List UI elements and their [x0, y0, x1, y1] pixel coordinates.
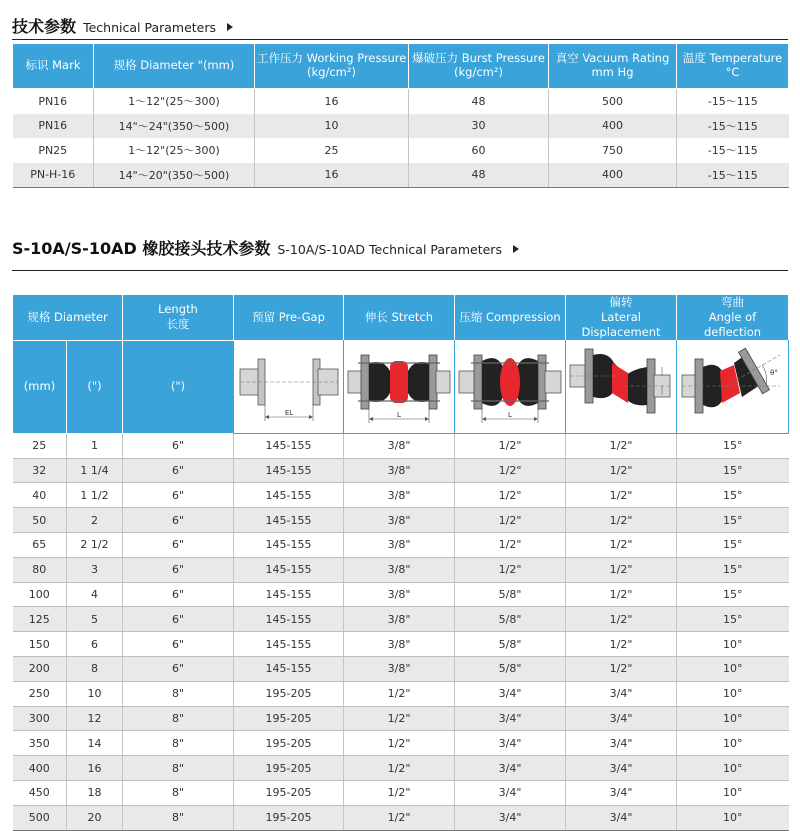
table-cell: 8"	[123, 756, 234, 781]
table-cell: 3/4"	[455, 780, 566, 805]
table-cell: 5/8"	[455, 656, 566, 681]
table-cell: 6"	[123, 458, 234, 483]
lateral-label-en: Lateral Displacement	[581, 309, 661, 339]
diameter-mm-header-line1: 规格 Diameter "(mm)	[113, 58, 235, 73]
table-cell: 6"	[123, 557, 234, 582]
compression-header: 压缩 Compression	[455, 295, 566, 341]
table-cell: 300	[13, 706, 67, 731]
table-cell: 48	[409, 89, 549, 114]
technical-parameters-table	[12, 43, 789, 188]
table-row	[13, 433, 789, 458]
vacuum-rating-header-line1: 真空 Vacuum Rating	[555, 51, 670, 66]
table-cell: 145-155	[234, 483, 344, 508]
table-cell: 3/4"	[455, 756, 566, 781]
table-cell: 1/2"	[566, 483, 677, 508]
table-cell: 1	[67, 433, 123, 458]
table-cell: 10°	[677, 681, 789, 706]
lateral-label-zh: 偏转	[609, 295, 633, 309]
table-cell: 1/2"	[344, 780, 455, 805]
table-cell: 1～12"(25～300)	[94, 138, 255, 163]
table-cell: -15～115	[707, 95, 758, 109]
table-cell: 1 1/4	[67, 458, 123, 483]
table-cell: 16	[255, 89, 409, 114]
table-cell: 6"	[123, 632, 234, 657]
table-cell: 10°	[677, 656, 789, 681]
lateral-header	[566, 295, 677, 341]
table-cell: 100	[13, 582, 67, 607]
table-cell: 6"	[123, 508, 234, 533]
table-cell: 3/4"	[455, 731, 566, 756]
unit-mm: (mm)	[13, 340, 67, 433]
table-cell: 14"～24"(350～500)	[94, 114, 255, 139]
table-cell: 5/8"	[455, 632, 566, 657]
table-cell: 5	[67, 607, 123, 632]
section1-title	[12, 14, 233, 37]
l-label-compression: L	[508, 410, 512, 419]
l-label-stretch: L	[397, 410, 401, 419]
table-cell: 8"	[123, 681, 234, 706]
table-cell: 4	[67, 582, 123, 607]
working-pressure-header	[255, 44, 409, 89]
table-cell: 10°	[677, 706, 789, 731]
table-cell: PN-H-16	[13, 163, 94, 188]
table-cell: 3/8"	[344, 483, 455, 508]
table-row	[13, 706, 789, 731]
table-cell: 195-205	[234, 780, 344, 805]
table-row	[13, 508, 789, 533]
table-cell: 1/2"	[566, 632, 677, 657]
table-cell: 3/4"	[566, 780, 677, 805]
table-cell: 1/2"	[566, 533, 677, 558]
table-row	[13, 607, 789, 632]
table-cell: 15°	[677, 557, 789, 582]
length-label-zh: 长度	[166, 317, 190, 332]
table-cell: 1/2"	[455, 483, 566, 508]
table-cell: 6"	[123, 607, 234, 632]
table-cell: 14"～20"(350～500)	[94, 163, 255, 188]
table-cell: 25	[13, 433, 67, 458]
mark-header	[13, 44, 94, 89]
table-cell: 15°	[677, 582, 789, 607]
pre-gap-header: 预留 Pre-Gap	[234, 295, 344, 341]
table-cell: 1/2"	[344, 756, 455, 781]
table-cell: 2 1/2	[67, 533, 123, 558]
table-cell: 1/2"	[566, 607, 677, 632]
deflection-label-en: Angle of deflection	[703, 309, 762, 339]
table-cell: 6"	[123, 433, 234, 458]
table-row	[13, 731, 789, 756]
table-cell: 1/2"	[566, 458, 677, 483]
burst-pressure-header-line2: (kg/cm²)	[454, 65, 503, 79]
table-row	[13, 582, 789, 607]
table-cell: 10	[255, 114, 409, 139]
table-cell: 1～12"(25～300)	[94, 89, 255, 114]
table-cell: 145-155	[234, 557, 344, 582]
table-cell: 195-205	[234, 805, 344, 830]
table-cell: 1/2"	[455, 458, 566, 483]
table-cell: 150	[13, 632, 67, 657]
table-cell: 15°	[677, 458, 789, 483]
table-cell: 1/2"	[566, 433, 677, 458]
table-cell: 145-155	[234, 582, 344, 607]
table-cell: 6"	[123, 483, 234, 508]
table-cell: 15°	[677, 607, 789, 632]
table-cell: 48	[409, 163, 549, 188]
table-cell: 18	[67, 780, 123, 805]
table-cell: 1/2"	[344, 681, 455, 706]
mark-header-line1: 标识 Mark	[25, 58, 81, 73]
table-cell: 6	[67, 632, 123, 657]
table-cell: 3/8"	[344, 557, 455, 582]
table-cell: 6"	[123, 533, 234, 558]
table-cell: 3/8"	[344, 607, 455, 632]
table-cell: 2	[67, 508, 123, 533]
table-cell: 195-205	[234, 756, 344, 781]
table-cell: 250	[13, 681, 67, 706]
table-cell: 40	[13, 483, 67, 508]
table-cell: 400	[549, 163, 677, 188]
table-row	[13, 458, 789, 483]
working-pressure-header-line2: (kg/cm²)	[307, 65, 356, 79]
table-cell: 125	[13, 607, 67, 632]
table-row	[13, 805, 789, 830]
table-row	[13, 756, 789, 781]
table-row	[13, 681, 789, 706]
table-cell: 32	[13, 458, 67, 483]
angle-label: θ°	[769, 368, 778, 377]
table-cell: 145-155	[234, 508, 344, 533]
pre-gap-diagram	[234, 340, 344, 433]
length-label-en: Length	[158, 302, 198, 317]
table-cell: 3	[67, 557, 123, 582]
table-row	[13, 138, 789, 163]
table-cell: 1/2"	[344, 706, 455, 731]
section2-title-en: S-10A/S-10AD Technical Parameters	[277, 242, 502, 257]
table-cell: 14	[67, 731, 123, 756]
diameter-mm-header	[94, 44, 255, 89]
table-cell: 200	[13, 656, 67, 681]
table-cell: 195-205	[234, 706, 344, 731]
table-cell: 10°	[677, 756, 789, 781]
table-cell: 3/8"	[344, 632, 455, 657]
table-cell: 145-155	[234, 607, 344, 632]
table-cell: 1/2"	[344, 731, 455, 756]
section1-title-en: Technical Parameters	[83, 20, 217, 35]
section2-title-zh: S-10A/S-10AD 橡胶接头技术参数	[12, 239, 271, 258]
table-cell: 145-155	[234, 458, 344, 483]
table-cell: 8"	[123, 780, 234, 805]
table-cell: 1/2"	[455, 433, 566, 458]
temperature-header-line1: 温度 Temperature	[682, 51, 783, 66]
table-cell: 80	[13, 557, 67, 582]
table-cell: 1/2"	[455, 508, 566, 533]
table-cell: 450	[13, 780, 67, 805]
table-cell: 10°	[677, 780, 789, 805]
table-cell: 10°	[677, 731, 789, 756]
table-cell: 500	[13, 805, 67, 830]
section1-title-zh: 技术参数	[12, 17, 77, 36]
table-cell: 25	[255, 138, 409, 163]
table-cell: 10	[67, 681, 123, 706]
table-cell: -15～115	[707, 144, 758, 158]
working-pressure-header-line1: 工作压力 Working Pressure	[257, 51, 407, 66]
diameter-header: 规格 Diameter	[13, 295, 123, 341]
table-cell: 3/4"	[566, 681, 677, 706]
table-cell: 16	[255, 163, 409, 188]
section1-rule	[12, 39, 788, 40]
burst-pressure-header	[409, 44, 549, 89]
table-cell: 8	[67, 656, 123, 681]
table-cell: 1/2"	[566, 656, 677, 681]
table-cell: 3/8"	[344, 458, 455, 483]
deflection-diagram	[677, 340, 789, 433]
table-cell: PN16	[13, 89, 94, 114]
table-row	[13, 557, 789, 582]
stretch-header: 伸长 Stretch	[344, 295, 455, 341]
table-cell: 5/8"	[455, 607, 566, 632]
table-cell: 6"	[123, 656, 234, 681]
burst-pressure-header-line1: 爆破压力 Burst Pressure	[412, 51, 545, 66]
table-cell: 400	[549, 114, 677, 139]
table-row	[13, 483, 789, 508]
table-cell: PN16	[13, 114, 94, 139]
stretch-diagram	[344, 340, 455, 433]
table-cell: 3/8"	[344, 508, 455, 533]
table-cell: 50	[13, 508, 67, 533]
table-cell: 8"	[123, 706, 234, 731]
unit-inch: (")	[67, 340, 123, 433]
table-row	[13, 632, 789, 657]
table-cell: 15°	[677, 483, 789, 508]
vacuum-rating-header-line2: mm Hg	[591, 65, 634, 79]
table-cell: 15°	[677, 508, 789, 533]
table-cell: 15°	[677, 533, 789, 558]
table-cell: 1 1/2	[67, 483, 123, 508]
el-label: EL	[284, 408, 293, 417]
vacuum-rating-header	[549, 44, 677, 89]
compression-diagram	[455, 340, 566, 433]
table-cell: 195-205	[234, 681, 344, 706]
deflection-header	[677, 295, 789, 341]
table-cell: 3/8"	[344, 433, 455, 458]
table-cell: 3/8"	[344, 656, 455, 681]
length-header	[123, 295, 234, 341]
table-cell: 3/4"	[566, 805, 677, 830]
table-cell: 145-155	[234, 533, 344, 558]
table-cell: 750	[549, 138, 677, 163]
table-cell: 3/4"	[566, 756, 677, 781]
table-cell: 10°	[677, 632, 789, 657]
table-row	[13, 89, 789, 114]
table-cell: 3/4"	[455, 706, 566, 731]
table-cell: PN25	[13, 138, 94, 163]
temperature-header-line2: °C	[725, 65, 740, 79]
section2-rule	[12, 270, 788, 271]
table-row	[13, 780, 789, 805]
temperature-header	[677, 44, 789, 89]
deflection-label-zh: 弯曲	[721, 295, 744, 309]
lateral-diagram	[566, 340, 677, 433]
table-cell: 195-205	[234, 731, 344, 756]
play-triangle-icon	[227, 23, 233, 31]
table-cell: 16	[67, 756, 123, 781]
table-cell: 1/2"	[566, 557, 677, 582]
table-cell: -15～115	[677, 114, 789, 139]
table-cell: 60	[409, 138, 549, 163]
table-row	[13, 656, 789, 681]
table-cell: 5/8"	[455, 582, 566, 607]
unit-length-inch: (")	[123, 340, 234, 433]
table-cell: 65	[13, 533, 67, 558]
table-cell: 1/2"	[455, 557, 566, 582]
s10a-parameters-table	[12, 294, 789, 831]
table-cell: 1/2"	[566, 582, 677, 607]
table-cell: 3/8"	[344, 582, 455, 607]
table-cell: 8"	[123, 805, 234, 830]
table-row	[13, 163, 789, 188]
table-row	[13, 114, 789, 139]
table-cell: 6"	[123, 582, 234, 607]
table-cell: 145-155	[234, 433, 344, 458]
play-triangle-icon	[513, 245, 519, 253]
table-cell: 400	[13, 756, 67, 781]
table-cell: 350	[13, 731, 67, 756]
table-cell: 145-155	[234, 632, 344, 657]
table-cell: 15°	[677, 433, 789, 458]
table-cell: 3/4"	[455, 805, 566, 830]
table-cell: 3/4"	[566, 731, 677, 756]
table-cell: 1/2"	[566, 508, 677, 533]
table-cell: 3/4"	[455, 681, 566, 706]
table-row	[13, 533, 789, 558]
table-cell: 30	[409, 114, 549, 139]
table-cell: 500	[549, 89, 677, 114]
table-cell: 20	[67, 805, 123, 830]
table-cell: -15～115	[677, 163, 789, 188]
table-cell: 1/2"	[344, 805, 455, 830]
table-cell: 3/4"	[566, 706, 677, 731]
table-cell: 8"	[123, 731, 234, 756]
table-cell: 3/8"	[344, 533, 455, 558]
table-cell: 1/2"	[455, 533, 566, 558]
table-cell: 10°	[677, 805, 789, 830]
table-cell: 145-155	[234, 656, 344, 681]
table-cell: 12	[67, 706, 123, 731]
section2-title	[12, 236, 519, 259]
